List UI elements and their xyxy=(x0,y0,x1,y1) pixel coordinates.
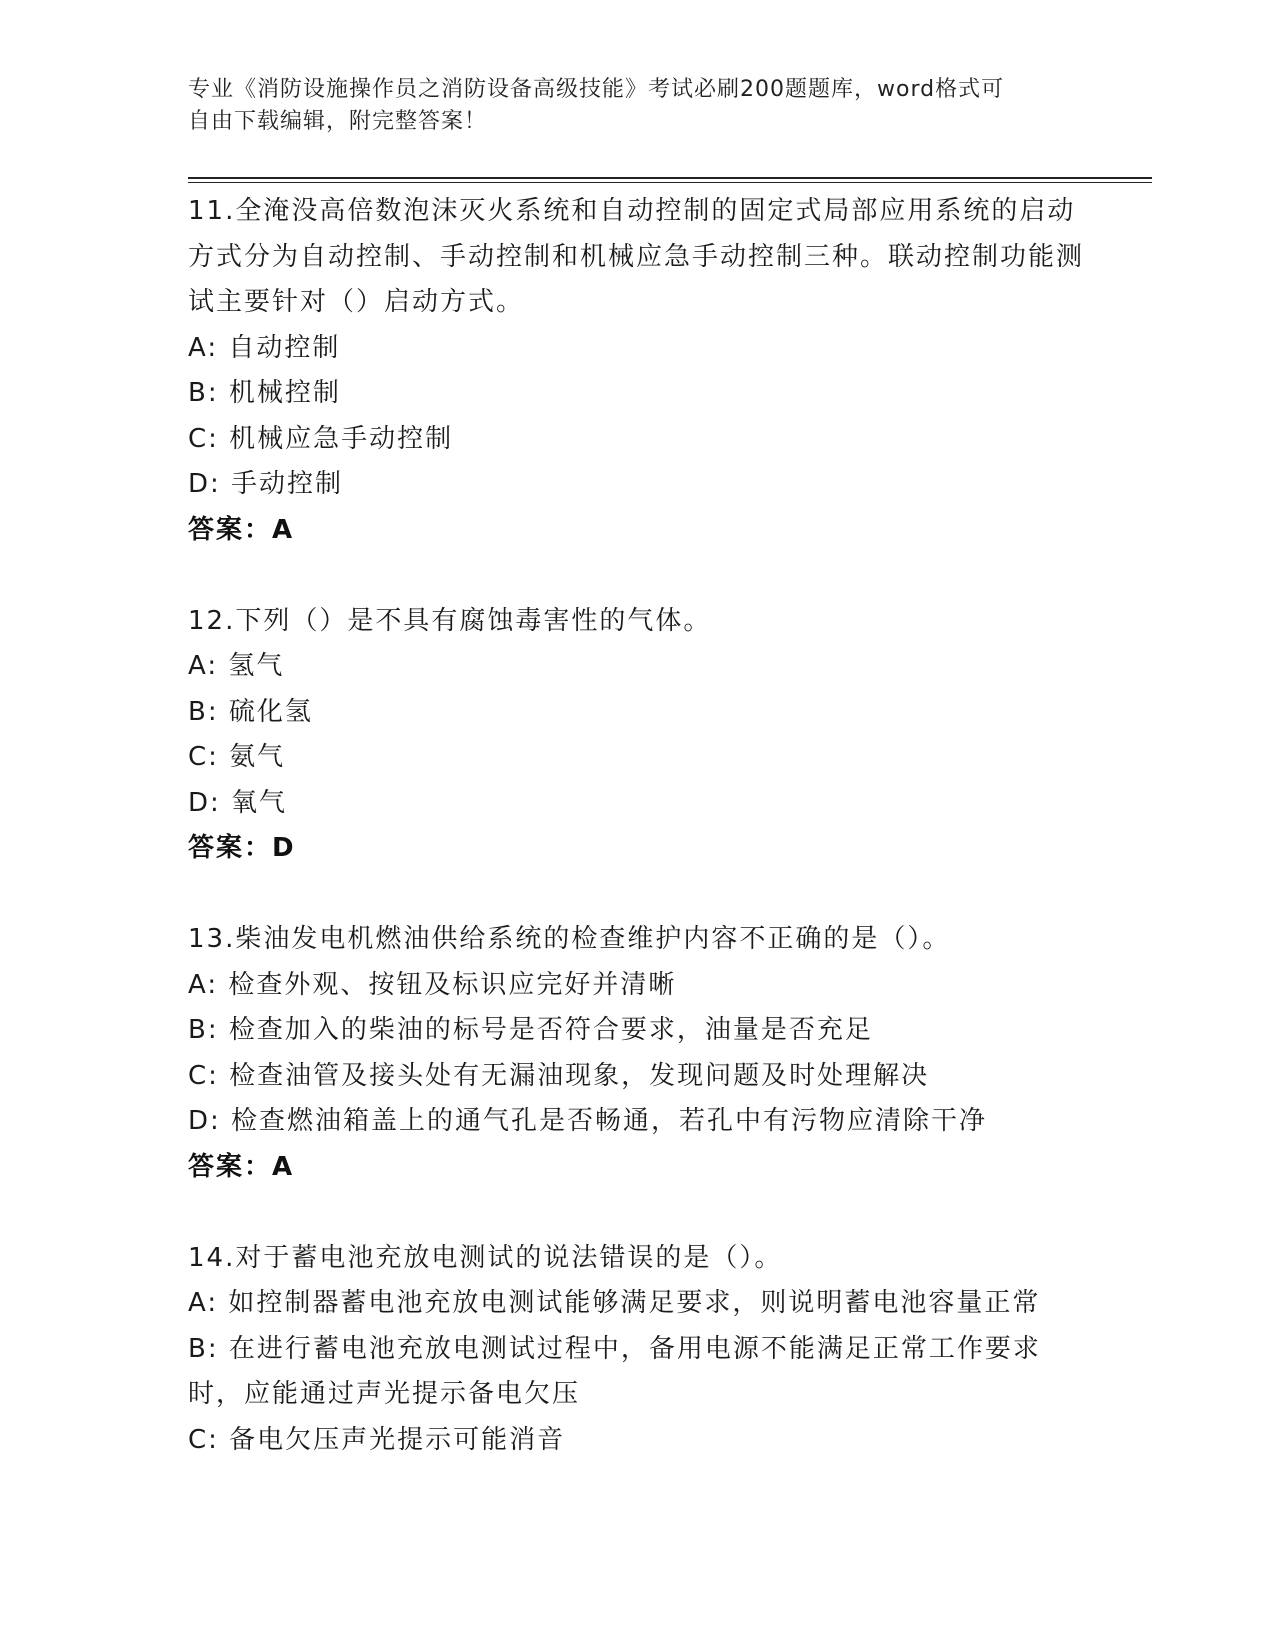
option-b: B: 检查加入的柴油的标号是否符合要求，油量是否充足 xyxy=(188,1015,873,1045)
question-14 xyxy=(188,1236,1088,1464)
option-a: A: 检查外观、按钮及标识应完好并清晰 xyxy=(188,969,677,1000)
option-b: B: 在进行蓄电池充放电测试过程中，备用电源不能满足正常工作要求时，应能通过声光提示备电欠压 xyxy=(188,1333,1041,1409)
option-b: B: 硫化氢 xyxy=(188,696,313,727)
header-divider-thick xyxy=(188,177,1152,179)
option-a: A: 氢气 xyxy=(188,651,285,681)
option-d: D: 氧气 xyxy=(188,787,288,818)
option-c: C: 检查油管及接头处有无漏油现象，发现问题及时处理解决 xyxy=(188,1060,930,1091)
question-13 xyxy=(188,917,1088,1190)
question-list xyxy=(188,189,1088,1509)
header-divider-thin xyxy=(188,182,1152,183)
question-stem: 12.下列（）是不具有腐蚀毒害性的气体。 xyxy=(188,605,712,636)
question-stem: 13.柴油发电机燃油供给系统的检查维护内容不正确的是（）。 xyxy=(188,924,951,954)
option-a: A: 自动控制 xyxy=(188,332,341,363)
header-line-2: 自由下载编辑，附完整答案！ xyxy=(188,109,488,134)
option-a: A: 如控制器蓄电池充放电测试能够满足要求，则说明蓄电池容量正常 xyxy=(188,1288,1041,1318)
answer: 答案：D xyxy=(188,833,296,863)
question-11 xyxy=(188,189,1088,553)
option-c: C: 备电欠压声光提示可能消音 xyxy=(188,1424,566,1455)
option-b: B: 机械控制 xyxy=(188,378,341,408)
header-line-1: 专业《消防设施操作员之消防设备高级技能》考试必刷200题题库，word格式可 xyxy=(188,77,1005,102)
option-c: C: 氨气 xyxy=(188,742,286,772)
option-d: D: 手动控制 xyxy=(188,469,344,499)
answer: 答案：A xyxy=(188,514,295,545)
answer: 答案：A xyxy=(188,1151,295,1182)
option-d: D: 检查燃油箱盖上的通气孔是否畅通，若孔中有污物应清除干净 xyxy=(188,1106,988,1136)
document-header xyxy=(188,74,1068,138)
question-12 xyxy=(188,599,1088,872)
question-stem: 11.全淹没高倍数泡沫灭火系统和自动控制的固定式局部应用系统的启动方式分为自动控制、手动控制和机械应急手动控制三种。联动控制功能测试主要针对（）启动方式。 xyxy=(188,196,1085,317)
option-c: C: 机械应急手动控制 xyxy=(188,423,454,454)
question-stem: 14.对于蓄电池充放电测试的说法错误的是（）。 xyxy=(188,1242,783,1273)
